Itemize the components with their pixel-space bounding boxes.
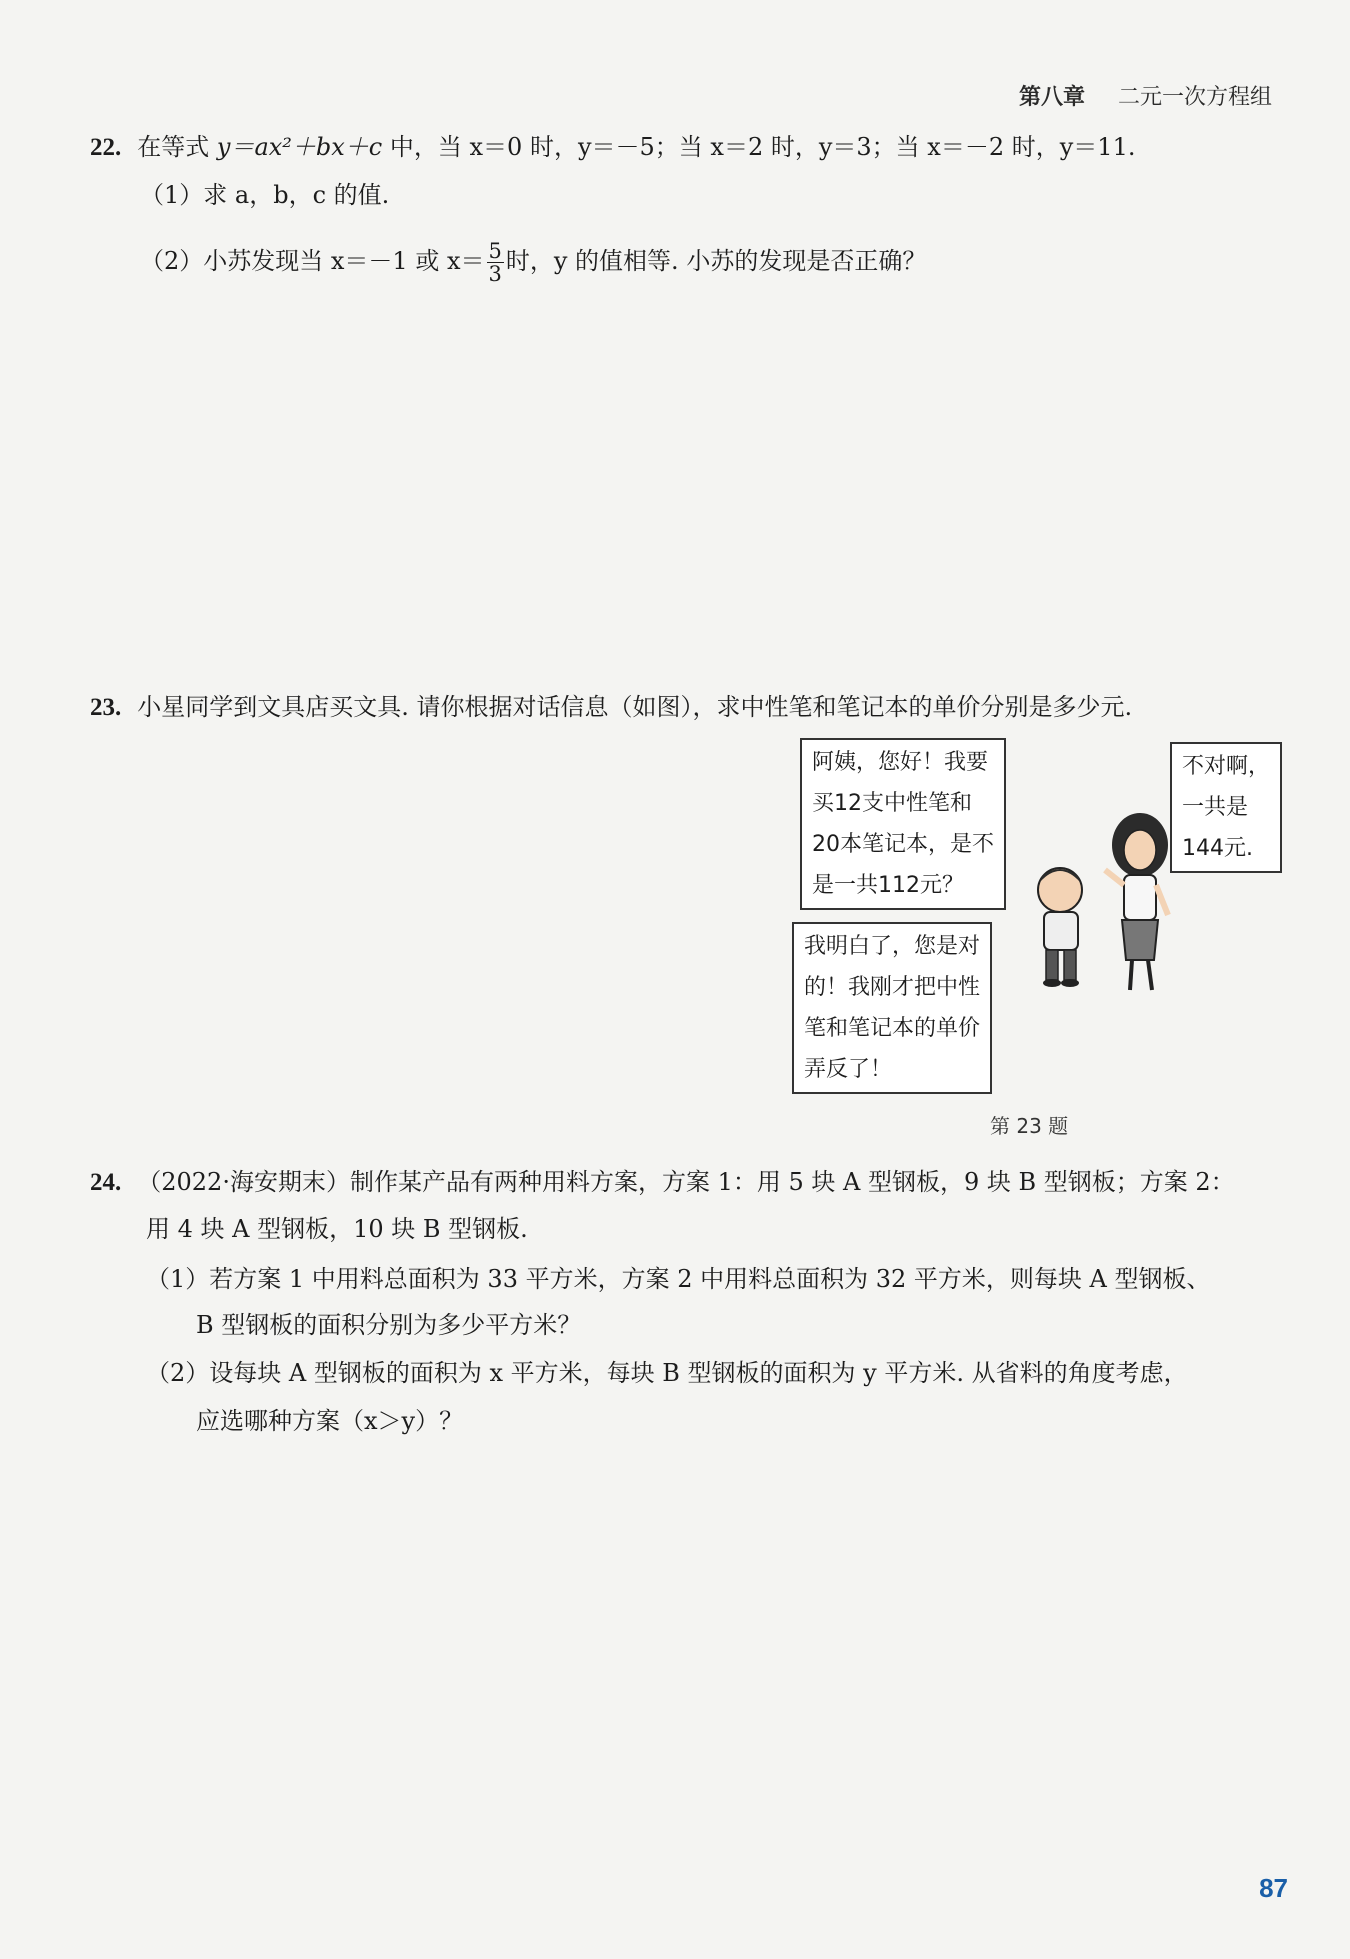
question-number: 23. xyxy=(90,694,122,721)
chapter-title: 二元一次方程组 xyxy=(1117,85,1272,110)
question-24-part-1-line-2: B 型钢板的面积分别为多少平方米？ xyxy=(196,1311,582,1339)
question-24-part-1-line-1: （1）若方案 1 中用料总面积为 33 平方米，方案 2 中用料总面积为 32 平方米，则每块 A 型钢板、 xyxy=(146,1265,1211,1293)
bubble-line: 笔和笔记本的单价 xyxy=(804,1016,981,1041)
page-header xyxy=(1019,80,1272,111)
bubble-line: 一共是 xyxy=(1182,795,1249,820)
question-22-stem xyxy=(90,130,1135,165)
bubble-line: 弄反了！ xyxy=(804,1057,893,1082)
bubble-line: 我明白了，您是对 xyxy=(804,934,981,959)
fraction xyxy=(487,240,504,285)
figure-caption: 第 23 题 xyxy=(990,1114,1069,1138)
bubble-line: 不对啊， xyxy=(1182,754,1271,779)
question-number: 22. xyxy=(90,134,122,161)
bubble-line: 阿姨，您好！我要 xyxy=(812,750,989,775)
speech-bubble-boy-question xyxy=(800,738,1006,910)
part-2-text-b: 时，y 的值相等. 小苏的发现是否正确？ xyxy=(505,247,927,275)
bubble-line: 144元. xyxy=(1182,836,1253,861)
page-number: 87 xyxy=(1259,1873,1288,1903)
question-24-part-2-line-2: 应选哪种方案（x＞y）？ xyxy=(196,1407,464,1435)
fraction-numerator: 5 xyxy=(488,239,502,263)
question-22-part-1: （1）求 a，b，c 的值. xyxy=(140,181,390,209)
stem-text-b: 中，当 x＝0 时，y＝－5；当 x＝2 时，y＝3；当 x＝－2 时，y＝11. xyxy=(382,133,1136,161)
question-23-stem xyxy=(90,690,1132,725)
stem-text-a: 在等式 xyxy=(137,133,217,161)
question-24-stem-line-1 xyxy=(90,1165,1235,1200)
stem-text: 小星同学到文具店买文具. 请你根据对话信息（如图），求中性笔和笔记本的单价分别是多少元. xyxy=(137,693,1133,721)
bubble-line: 的！我刚才把中性 xyxy=(804,975,981,1000)
lady-figure xyxy=(1105,813,1168,990)
question-22-part-2 xyxy=(140,240,926,285)
bubble-line: 是一共112元？ xyxy=(812,873,964,898)
stem-text: （2022·海安期末）制作某产品有两种用料方案，方案 1：用 5 块 A 型钢板，9 块 B 型钢板；方案 2： xyxy=(137,1168,1235,1196)
chapter-label: 第八章 xyxy=(1018,85,1085,110)
question-number: 24. xyxy=(90,1169,122,1196)
part-2-text-a: （2）小苏发现当 x＝－1 或 x＝ xyxy=(140,247,485,275)
fraction-denominator: 3 xyxy=(488,262,502,286)
boy-figure xyxy=(1038,868,1082,987)
bubble-line: 20本笔记本，是不 xyxy=(812,832,994,857)
equation: y＝ax²＋bx＋c xyxy=(216,133,383,161)
question-24-stem-line-2: 用 4 块 A 型钢板，10 块 B 型钢板. xyxy=(146,1215,528,1243)
cartoon-illustration xyxy=(1020,800,1190,1030)
speech-bubble-boy-reply xyxy=(792,922,992,1094)
question-24-part-2-line-1: （2）设每块 A 型钢板的面积为 x 平方米，每块 B 型钢板的面积为 y 平方米. 从省料的角度考虑， xyxy=(146,1359,1188,1387)
bubble-line: 买12支中性笔和 xyxy=(812,791,972,816)
